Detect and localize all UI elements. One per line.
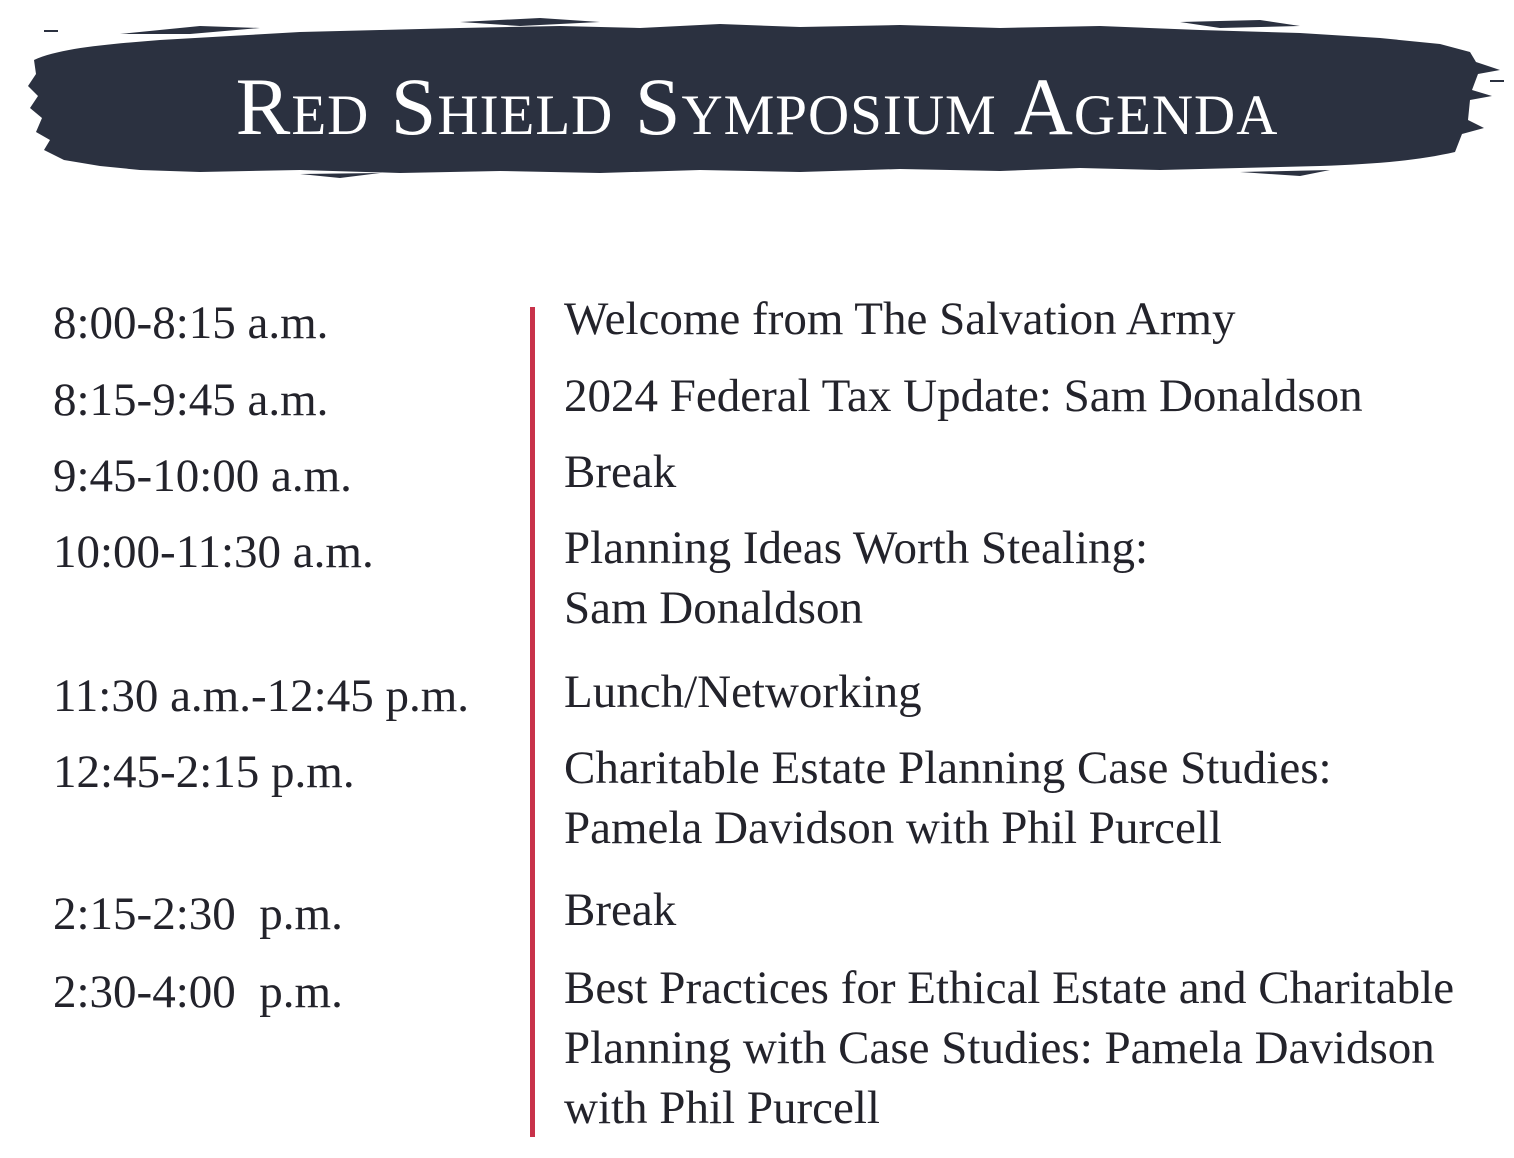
session-line: Welcome from The Salvation Army xyxy=(564,293,1236,345)
agenda-time: 11:30 a.m.-12:45 p.m. xyxy=(53,670,470,722)
agenda-session xyxy=(564,738,1494,858)
session-line: Planning with Case Studies: Pamela Davidson xyxy=(564,1022,1435,1074)
agenda-session xyxy=(564,880,1494,940)
agenda-session xyxy=(564,442,1494,502)
session-line: Lunch/Networking xyxy=(564,666,922,718)
agenda-time: 2:15-2:30 p.m. xyxy=(53,888,343,940)
page-title: Red Shield Symposium Agenda xyxy=(235,61,1279,152)
agenda-time: 10:00-11:30 a.m. xyxy=(53,526,374,578)
session-line: Pamela Davidson with Phil Purcell xyxy=(564,802,1222,854)
agenda-session xyxy=(564,289,1494,349)
session-line: 2024 Federal Tax Update: Sam Donaldson xyxy=(564,370,1363,422)
session-line: Sam Donaldson xyxy=(564,582,863,634)
session-line: Break xyxy=(564,446,677,498)
agenda-session xyxy=(564,662,1494,722)
session-line: with Phil Purcell xyxy=(564,1082,880,1134)
agenda-session xyxy=(564,958,1494,1138)
agenda-time: 9:45-10:00 a.m. xyxy=(53,450,352,502)
session-line: Planning Ideas Worth Stealing: xyxy=(564,522,1149,574)
session-line: Charitable Estate Planning Case Studies: xyxy=(564,742,1332,794)
agenda-session xyxy=(564,366,1494,426)
agenda-time: 8:15-9:45 a.m. xyxy=(53,374,329,426)
session-line: Break xyxy=(564,884,677,936)
agenda-time: 12:45-2:15 p.m. xyxy=(53,746,355,798)
agenda-time: 2:30-4:00 p.m. xyxy=(53,966,343,1018)
session-line: Best Practices for Ethical Estate and Charitable xyxy=(564,962,1455,1014)
agenda-session xyxy=(564,518,1494,638)
agenda-time: 8:00-8:15 a.m. xyxy=(53,297,329,349)
